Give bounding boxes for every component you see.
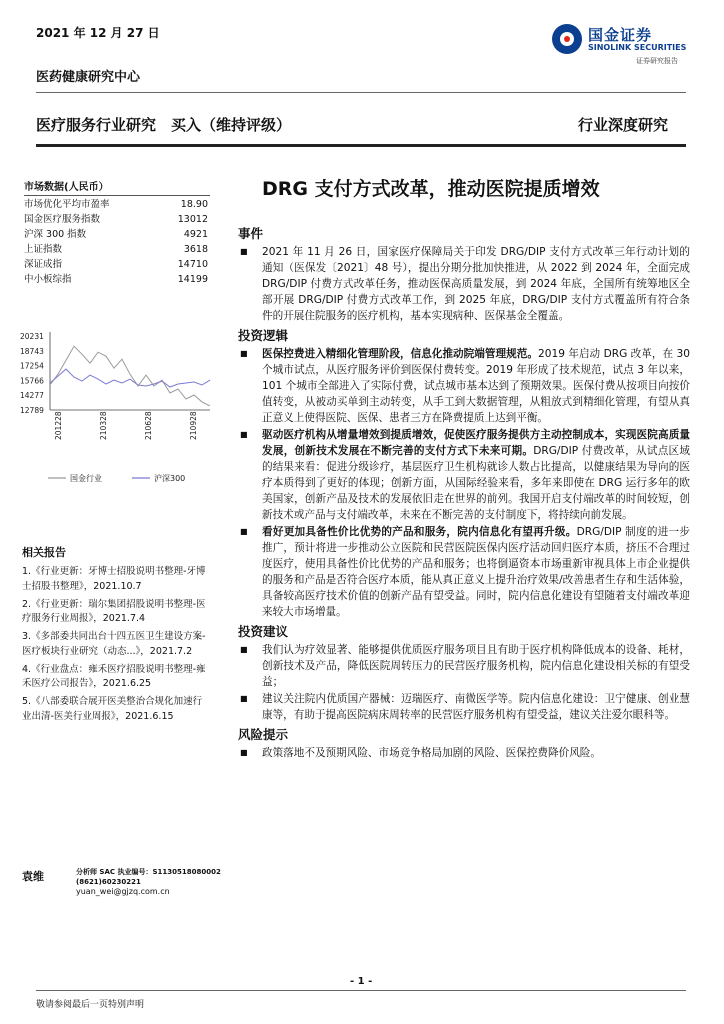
market-row-label: 深证成指 (24, 259, 63, 270)
legend-label: 国金行业 (70, 474, 102, 483)
series-line-0 (50, 346, 210, 406)
analyst-email[interactable]: yuan_wei@gjzq.com.cn (76, 887, 170, 896)
bullet-logic-lead: 医保控费进入精细化管理阶段，信息化推动院端管理规范。 (262, 348, 538, 360)
bullet-logic (238, 427, 690, 523)
logo-english-name: SINOLINK SECURITIES (588, 43, 687, 52)
logo-tagline: 证券研究报告 (636, 57, 678, 65)
report-headline: DRG 支付方式改革，推动医院提质增效 (262, 178, 600, 200)
logo-mark-icon (552, 24, 582, 54)
market-row-label: 上证指数 (24, 244, 63, 255)
bullet-logic (238, 524, 690, 620)
footer-divider (36, 990, 686, 991)
bullet-event: ■ 2021 年 11 月 26 日，国家医疗保障局关于印发 DRG/DIP 支付方式改革三年行动计划的通知（医保发〔2021〕48 号），提出分期分批加快推进，从 2022 到 2024 年，全面完成 DRG/DIP 付费方式改革任务，推动医保高质量发展，到 2024 年底，全国所有统筹地区全部开展 DRG/DIP 付费方式改革工作，到 2025 年底，DRG/DIP 支付方式覆盖所有符合条件的开展住院服务的医疗机构，基本实现病种、医保基金全覆盖。 (238, 244, 690, 324)
bullet-logic-text: 2019 年启动 DRG 改革，在 30 个城市试点，从医疗服务评价到医保付费转变。2019 年形成了技术规范，试点 3 年以来，101 个城市全部进入了实际付费，试点城市基本达到了预期效果。医保付费从按项目向按价值转变，从被动买单到主动转变，从手工到大数据管理，从粗放式到精细化管理，有望从真正意义上使得医院、医保、患者三方在降费提质上达到平衡。 (262, 348, 691, 424)
y-tick-label: 14277 (20, 391, 44, 401)
related-reports-title: 相关报告 (22, 546, 66, 559)
market-row-value: 14199 (177, 274, 208, 285)
analyst-name: 袁维 (22, 870, 44, 883)
analyst-sac-number: 分析师 SAC 执业编号：S1130518080002 (76, 868, 221, 876)
y-tick-label: 18743 (20, 346, 44, 356)
y-tick-label: 20231 (20, 332, 44, 341)
market-data-title: 市场数据(人民币） (24, 178, 210, 196)
index-chart-svg (20, 328, 215, 518)
bullet-logic-text: DRG/DIP 付费改革，从试点区域的结果来看：促进分级诊疗，基层医疗卫生机构就诊人数占比提高，以健康结果为导向的医疗本质得到了更好的体现；创新方面，从国际经验来看，多年来即使在 DRG 运行多年的欧美国家，创新产品及技术的发展依旧走在世界的前列。我国开启支付端改革的时间较短，创新技术或产品与支付端改革，未来在不断完善的支付制度下，将持续向前发展。 (262, 445, 690, 521)
related-report-item[interactable]: 1.《行业更新：牙博士招股说明书整理-牙博士招股书整理》，2021.10.7 (22, 566, 206, 592)
research-center: 医药健康研究中心 (36, 70, 141, 85)
related-reports-list (22, 565, 210, 728)
header-divider (36, 144, 686, 147)
market-row (24, 197, 210, 212)
related-report-item[interactable]: 3.《多部委共同出台十四五医卫生建设方案-医疗板块行业研究（动态...》，2021.7.2 (22, 631, 206, 657)
bullet-logic-text: DRG/DIP 制度的进一步推广，预计将进一步推动公立医院和民营医院医保内医疗活动回归医疗本质，挤压不合理过度医疗，使用具备性价比优势的产品和服务；也将倒逼资本市场重新审视具体上市企业提供的服务和产品是否符合医疗本质，能从真正意义上提升治疗效果/改善患者生存和生活体验，具备较高医疗技术价值的创新产品有望受益。同时，院内信息化建设有望随着支付端改革迎来较大市场增量。 (262, 526, 690, 618)
legend-label: 沪深300 (154, 474, 186, 483)
report-type: 行业深度研究 (578, 116, 669, 134)
report-body (238, 222, 690, 762)
market-row (24, 257, 210, 272)
bullet-logic-lead: 看好更加具备性价比优势的产品和服务，院内信息化有望再升级。 (262, 526, 577, 538)
section-title-risk: 风险提示 (238, 727, 289, 742)
section-title-logic: 投资逻辑 (238, 328, 289, 343)
bullet-advice: ■ 建议关注院内优质国产器械：迈瑞医疗、南微医学等。院内信息化建设：卫宁健康、创业慧康等，有助于提高医院病床周转率的民营医疗服务机构有望受益，建议关注爱尔眼科等。 (238, 691, 690, 723)
analyst-phone: (8621)60230221 (76, 878, 141, 886)
industry-rating: 医疗服务行业研究 买入（维持评级） (36, 116, 292, 134)
market-row-label: 沪深 300 指数 (24, 229, 87, 240)
market-data-panel (24, 178, 210, 287)
market-row-value: 13012 (177, 214, 208, 225)
market-row (24, 242, 210, 257)
x-tick-label: 201228 (54, 411, 63, 440)
index-chart (20, 328, 215, 483)
bullet-risk: ■ 政策落地不及预期风险、市场竞争格局加剧的风险、医保控费降价风险。 (238, 745, 690, 761)
market-row-value: 3618 (183, 244, 208, 255)
series-line-1 (50, 369, 210, 387)
bullet-logic-lead: 驱动医疗机构从增量增效到提质增效，促使医疗服务提供方主动控制成本，实现医院高质量发展，创新技术发展在不断完善的支付方式下未来可期。 (262, 429, 690, 457)
analyst-info (76, 867, 221, 897)
report-date: 2021 年 12 月 27 日 (36, 26, 160, 40)
related-report-item[interactable]: 5.《八部委联合展开医美整治合规化加速行业出清-医美行业周报》，2021.6.15 (22, 696, 203, 722)
market-row (24, 212, 210, 227)
logo-chinese-name: 国金证券 (588, 26, 653, 44)
y-tick-label: 15766 (20, 376, 44, 386)
market-row-label: 国金医疗服务指数 (24, 214, 101, 225)
page-number: - 1 - (350, 976, 373, 987)
market-row-value: 4921 (183, 229, 208, 240)
top-divider (36, 92, 686, 93)
market-row-label: 中小板综指 (24, 274, 72, 285)
market-row-label: 市场优化平均市盈率 (24, 199, 110, 210)
bullet-advice: ■ 我们认为疗效显著、能够提供优质医疗服务项目且有助于医疗机构降低成本的设备、耗材，创新技术及产品，降低医院周转压力的民营医疗服务机构，院内信息化建设相关标的有望受益； (238, 642, 690, 690)
bullet-logic (238, 346, 690, 426)
market-row-value: 18.90 (180, 199, 208, 210)
section-title-advice: 投资建议 (238, 624, 289, 639)
market-row (24, 227, 210, 242)
market-row (24, 272, 210, 287)
x-tick-label: 210328 (99, 411, 108, 440)
y-tick-label: 17254 (20, 361, 44, 371)
footer-disclaimer: 敬请参阅最后一页特别声明 (36, 1000, 145, 1010)
x-tick-label: 210628 (144, 411, 153, 440)
related-report-item[interactable]: 2.《行业更新：瑞尔集团招股说明书整理-医疗服务行业周报》，2021.7.4 (22, 598, 206, 624)
x-tick-label: 210928 (189, 411, 198, 440)
market-row-value: 14710 (177, 259, 208, 270)
related-report-item[interactable]: 4.《行业盘点：雍禾医疗招股说明书整理-雍禾医疗公司报告》，2021.6.25 (22, 663, 206, 689)
section-title-event: 事件 (238, 226, 264, 241)
y-tick-label: 12789 (20, 406, 44, 415)
